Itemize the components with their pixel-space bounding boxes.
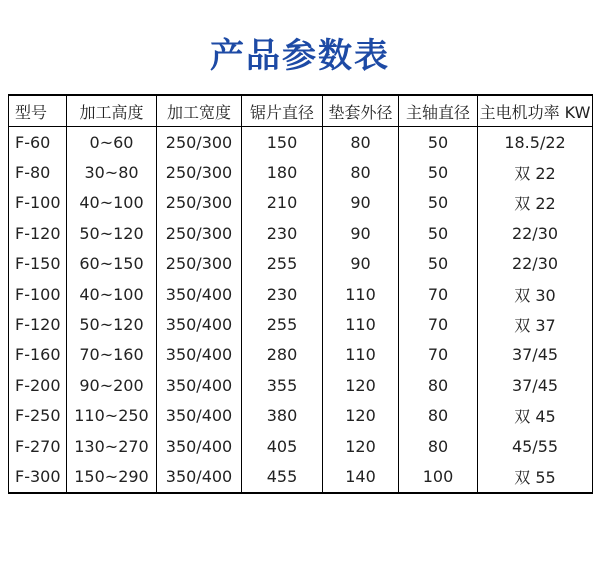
cell-spindle-diameter: 50 — [399, 249, 478, 279]
cell-height: 40~100 — [67, 279, 157, 309]
cell-motor-power: 45/55 — [478, 431, 593, 461]
cell-spacer-diameter: 80 — [323, 157, 399, 187]
cell-model: F-120 — [9, 309, 67, 339]
cell-width: 250/300 — [157, 127, 242, 158]
cell-height: 60~150 — [67, 249, 157, 279]
header-spindle-diameter: 主轴直径 — [399, 95, 478, 127]
spec-table — [8, 94, 593, 494]
cell-width: 350/400 — [157, 401, 242, 431]
cell-model: F-100 — [9, 188, 67, 218]
cell-width: 350/400 — [157, 279, 242, 309]
cell-model: F-300 — [9, 461, 67, 492]
cell-spindle-diameter: 80 — [399, 401, 478, 431]
cell-spacer-diameter: 120 — [323, 370, 399, 400]
cell-model: F-80 — [9, 157, 67, 187]
cell-motor-power: 双 22 — [478, 157, 593, 187]
cell-spacer-diameter: 120 — [323, 431, 399, 461]
cell-width: 250/300 — [157, 157, 242, 187]
cell-width: 250/300 — [157, 188, 242, 218]
cell-motor-power: 双 55 — [478, 461, 593, 492]
cell-blade-diameter: 280 — [242, 340, 323, 370]
cell-motor-power: 37/45 — [478, 370, 593, 400]
cell-spacer-diameter: 120 — [323, 401, 399, 431]
table-row — [9, 340, 593, 370]
cell-spindle-diameter: 50 — [399, 127, 478, 158]
cell-model: F-160 — [9, 340, 67, 370]
table-row — [9, 188, 593, 218]
cell-motor-power: 18.5/22 — [478, 127, 593, 158]
table-row — [9, 157, 593, 187]
cell-motor-power: 双 30 — [478, 279, 593, 309]
cell-spacer-diameter: 110 — [323, 309, 399, 339]
cell-model: F-150 — [9, 249, 67, 279]
cell-spacer-diameter: 80 — [323, 127, 399, 158]
cell-spacer-diameter: 110 — [323, 279, 399, 309]
cell-motor-power: 双 22 — [478, 188, 593, 218]
cell-width: 250/300 — [157, 249, 242, 279]
cell-spindle-diameter: 50 — [399, 218, 478, 248]
cell-spacer-diameter: 90 — [323, 188, 399, 218]
cell-width: 250/300 — [157, 218, 242, 248]
cell-spindle-diameter: 80 — [399, 370, 478, 400]
cell-blade-diameter: 180 — [242, 157, 323, 187]
cell-spindle-diameter: 70 — [399, 340, 478, 370]
cell-spindle-diameter: 50 — [399, 188, 478, 218]
table-row — [9, 218, 593, 248]
cell-blade-diameter: 455 — [242, 461, 323, 492]
cell-motor-power: 双 45 — [478, 401, 593, 431]
cell-blade-diameter: 230 — [242, 279, 323, 309]
cell-spacer-diameter: 140 — [323, 461, 399, 492]
cell-spacer-diameter: 90 — [323, 218, 399, 248]
cell-motor-power: 22/30 — [478, 218, 593, 248]
cell-blade-diameter: 255 — [242, 249, 323, 279]
cell-spindle-diameter: 70 — [399, 279, 478, 309]
cell-height: 50~120 — [67, 218, 157, 248]
cell-width: 350/400 — [157, 340, 242, 370]
header-height: 加工高度 — [67, 95, 157, 127]
header-spacer-diameter: 垫套外径 — [323, 95, 399, 127]
cell-blade-diameter: 230 — [242, 218, 323, 248]
cell-height: 0~60 — [67, 127, 157, 158]
header-width: 加工宽度 — [157, 95, 242, 127]
cell-spindle-diameter: 70 — [399, 309, 478, 339]
table-row — [9, 309, 593, 339]
cell-spindle-diameter: 80 — [399, 431, 478, 461]
cell-model: F-250 — [9, 401, 67, 431]
table-row — [9, 249, 593, 279]
header-motor-power: 主电机功率 KW — [478, 95, 593, 127]
cell-motor-power: 22/30 — [478, 249, 593, 279]
cell-motor-power: 37/45 — [478, 340, 593, 370]
table-row — [9, 431, 593, 461]
table-row — [9, 279, 593, 309]
cell-blade-diameter: 380 — [242, 401, 323, 431]
cell-width: 350/400 — [157, 370, 242, 400]
table-row — [9, 370, 593, 400]
cell-model: F-200 — [9, 370, 67, 400]
cell-model: F-60 — [9, 127, 67, 158]
cell-blade-diameter: 255 — [242, 309, 323, 339]
cell-model: F-100 — [9, 279, 67, 309]
cell-blade-diameter: 405 — [242, 431, 323, 461]
cell-height: 30~80 — [67, 157, 157, 187]
table-row — [9, 461, 593, 492]
cell-spindle-diameter: 50 — [399, 157, 478, 187]
cell-motor-power: 双 37 — [478, 309, 593, 339]
cell-height: 50~120 — [67, 309, 157, 339]
cell-blade-diameter: 150 — [242, 127, 323, 158]
header-blade-diameter: 锯片直径 — [242, 95, 323, 127]
cell-model: F-120 — [9, 218, 67, 248]
page-title: 产品参数表 — [210, 36, 390, 76]
table-row — [9, 401, 593, 431]
table-row — [9, 127, 593, 158]
cell-height: 150~290 — [67, 461, 157, 492]
cell-height: 110~250 — [67, 401, 157, 431]
cell-spindle-diameter: 100 — [399, 461, 478, 492]
header-model: 型号 — [9, 95, 67, 127]
cell-spacer-diameter: 110 — [323, 340, 399, 370]
cell-spacer-diameter: 90 — [323, 249, 399, 279]
cell-blade-diameter: 210 — [242, 188, 323, 218]
cell-width: 350/400 — [157, 309, 242, 339]
cell-height: 90~200 — [67, 370, 157, 400]
table-header-row — [9, 95, 593, 127]
cell-height: 40~100 — [67, 188, 157, 218]
cell-blade-diameter: 355 — [242, 370, 323, 400]
cell-width: 350/400 — [157, 431, 242, 461]
cell-height: 130~270 — [67, 431, 157, 461]
cell-height: 70~160 — [67, 340, 157, 370]
cell-width: 350/400 — [157, 461, 242, 492]
cell-model: F-270 — [9, 431, 67, 461]
